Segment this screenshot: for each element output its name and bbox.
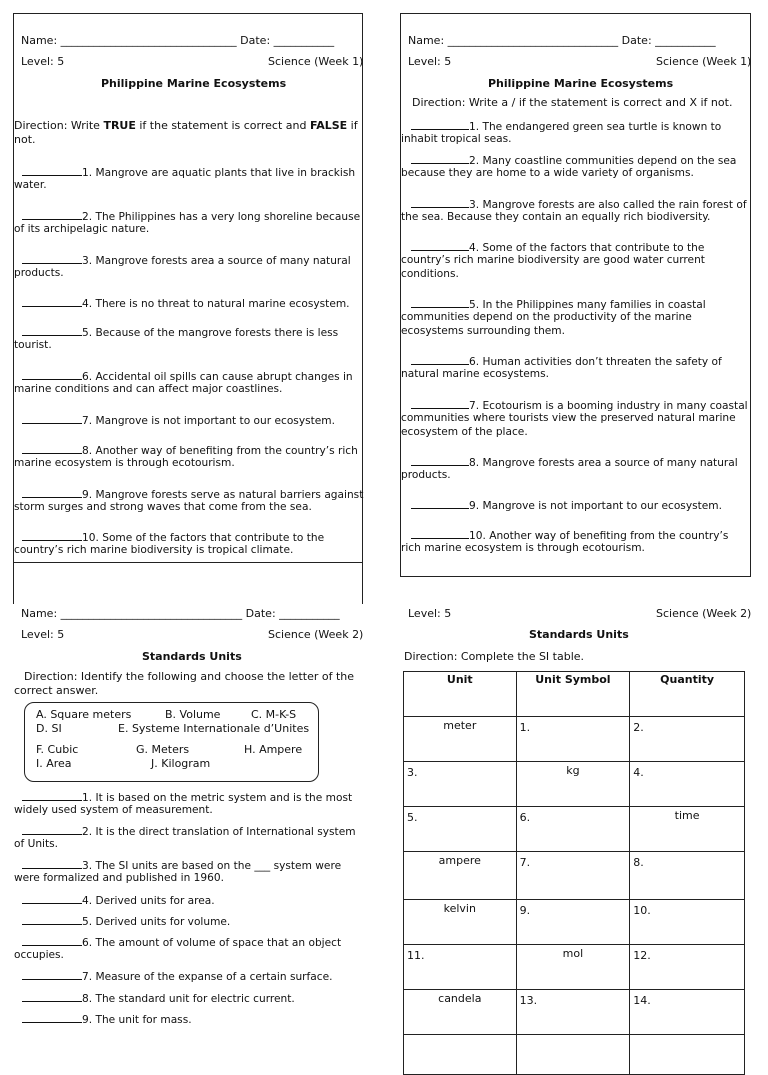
choice-b: B. Volume	[165, 708, 221, 721]
answer-blank[interactable]	[22, 412, 82, 424]
ws1-item	[14, 412, 335, 428]
ws2-item-text: 5. In the Philippines many families in coastal	[469, 299, 706, 311]
answer-blank[interactable]	[22, 823, 82, 835]
worksheet-1-bottom-rule	[13, 562, 363, 563]
si-answer-cell[interactable]: 12.	[630, 945, 745, 990]
answer-blank[interactable]	[22, 913, 82, 925]
ws2-title: Philippine Marine Ecosystems	[488, 77, 674, 90]
answer-blank[interactable]	[22, 789, 82, 801]
si-answer-cell[interactable]: 2.	[630, 717, 745, 762]
si-answer-cell[interactable]: 6.	[516, 807, 630, 852]
ws3-item	[14, 892, 215, 908]
si-table	[403, 671, 745, 1075]
ws3-level: Level: 5	[21, 628, 65, 641]
si-given-value: meter	[404, 717, 517, 762]
si-table-header: Unit Symbol	[516, 672, 630, 717]
ws2-item-cont: ecosystems surrounding them.	[401, 325, 565, 337]
ws2-item-cont: communities depend on the productivity of the marine	[401, 311, 692, 323]
ws3-item	[14, 823, 356, 839]
si-table-header: Quantity	[630, 672, 745, 717]
si-table-header-row	[404, 672, 745, 717]
si-given-value: ampere	[404, 852, 517, 900]
ws2-item-text: 3. Mangrove forests are also called the rain forest of	[469, 199, 747, 211]
ws1-item-cont: storm surges and strong waves that come from the sea.	[14, 501, 312, 513]
ws3-item-cont: occupies.	[14, 949, 64, 961]
answer-blank[interactable]	[22, 368, 82, 380]
ws2-item-cont: inhabit tropical seas.	[401, 133, 512, 145]
ws2-item-text: 8. Mangrove forests area a source of many natural	[469, 457, 738, 469]
si-given-value: time	[630, 807, 745, 852]
si-given-value: kg	[516, 762, 630, 807]
ws1-item-text: 5. Because of the mangrove forests there is less	[82, 327, 339, 339]
si-given-value: candela	[404, 990, 517, 1035]
ws2-item-cont: the sea. Because they contain an equally rich biodiversity.	[401, 211, 711, 223]
answer-blank[interactable]	[411, 527, 469, 539]
answer-blank[interactable]	[22, 990, 82, 1002]
ws3-item-text: 1. It is based on the metric system and is the most	[82, 792, 353, 804]
answer-blank[interactable]	[22, 208, 82, 220]
ws3-item-cont: of Units.	[14, 838, 59, 850]
ws4-level: Level: 5	[408, 607, 452, 620]
ws4-subject: Science (Week 2)	[656, 607, 752, 620]
answer-blank[interactable]	[22, 324, 82, 336]
si-table-row	[404, 900, 745, 945]
choice-h: H. Ampere	[244, 743, 303, 756]
ws3-item-text: 4. Derived units for area.	[82, 895, 215, 907]
ws1-item-cont: water.	[14, 179, 47, 191]
ws2-name-date: Name: _______________________________ Date: ___________	[408, 34, 716, 47]
ws2-item-text: 6. Human activities don’t threaten the safety of	[469, 356, 722, 368]
ws1-item-text: 3. Mangrove forests area a source of many natural	[82, 255, 351, 267]
ws1-item-text: 6. Accidental oil spills can cause abrupt changes in	[82, 371, 353, 383]
ws3-item-cont: widely used system of measurement.	[14, 804, 213, 816]
si-table-row	[404, 945, 745, 990]
ws1-item	[14, 164, 355, 180]
answer-blank[interactable]	[22, 1011, 82, 1023]
ws1-title: Philippine Marine Ecosystems	[101, 77, 287, 90]
answer-blank[interactable]	[411, 397, 469, 409]
ws2-item-text: 10. Another way of benefiting from the country’s	[469, 530, 729, 542]
answer-blank[interactable]	[411, 497, 469, 509]
ws1-item-cont: tourist.	[14, 339, 52, 351]
ws3-subject: Science (Week 2)	[268, 628, 364, 641]
choice-a: A. Square meters	[36, 708, 132, 721]
ws3-item-text: 3. The SI units are based on the ___ system were	[82, 860, 342, 872]
answer-blank[interactable]	[22, 486, 82, 498]
ws2-direction: Direction: Write a / if the statement is correct and X if not.	[412, 96, 733, 109]
ws3-item	[14, 968, 332, 984]
ws2-item-cont: ecosystem of the place.	[401, 426, 528, 438]
si-answer-cell[interactable]: 5.	[404, 807, 517, 852]
ws1-item-cont: marine ecosystem is through ecotourism.	[14, 457, 235, 469]
choice-j: J. Kilogram	[151, 757, 211, 770]
answer-blank[interactable]	[411, 118, 469, 130]
ws1-item	[14, 324, 338, 340]
si-table-row	[404, 1035, 745, 1075]
choice-d: D. SI	[36, 722, 62, 735]
ws2-item-text: 9. Mangrove is not important to our ecosystem.	[469, 500, 722, 512]
choice-f: F. Cubic	[36, 743, 79, 756]
answer-blank[interactable]	[411, 454, 469, 466]
choice-c: C. M-K-S	[251, 708, 297, 721]
ws1-name-date: Name: ________________________________ Date: ___________	[21, 34, 335, 47]
answer-blank[interactable]	[22, 295, 82, 307]
ws4-title: Standards Units	[529, 628, 629, 641]
answer-blank[interactable]	[411, 239, 469, 251]
si-table-row	[404, 717, 745, 762]
ws2-item-cont: products.	[401, 469, 451, 481]
ws1-item	[14, 295, 350, 311]
choice-e: E. Systeme Internationale d’Unites	[118, 722, 310, 735]
si-answer-cell[interactable]: 7.	[516, 852, 630, 900]
ws2-item-cont: country’s rich marine biodiversity are good water current	[401, 254, 705, 266]
answer-blank[interactable]	[411, 196, 469, 208]
ws2-item-cont: because they are home to a wide variety of organisms.	[401, 167, 694, 179]
ws2-item-cont: rich marine ecosystem is through ecotourism.	[401, 542, 645, 554]
answer-blank[interactable]	[22, 164, 82, 176]
ws3-item-text: 6. The amount of volume of space that an object	[82, 937, 342, 949]
ws3-item-text: 7. Measure of the expanse of a certain surface.	[82, 971, 333, 983]
si-answer-cell[interactable]: 4.	[630, 762, 745, 807]
ws3-name-date: Name: _________________________________ Date: ___________	[21, 607, 340, 620]
si-answer-cell[interactable]: 10.	[630, 900, 745, 945]
ws2-level: Level: 5	[408, 55, 452, 68]
ws3-title: Standards Units	[142, 650, 242, 663]
si-answer-cell[interactable]: 11.	[404, 945, 517, 990]
choice-i: I. Area	[36, 757, 72, 770]
si-given-value: mol	[516, 945, 630, 990]
ws1-item-text: 1. Mangrove are aquatic plants that live in brackish	[82, 167, 356, 179]
answer-blank[interactable]	[22, 857, 82, 869]
si-answer-cell[interactable]: 13.	[516, 990, 630, 1035]
answer-blank[interactable]	[22, 529, 82, 541]
ws1-level: Level: 5	[21, 55, 65, 68]
ws3-item-text: 2. It is the direct translation of International system	[82, 826, 356, 838]
ws2-subject: Science (Week 1)	[656, 55, 752, 68]
choice-g: G. Meters	[136, 743, 190, 756]
ws3-direction: Direction: Identify the following and choose the letter of the	[24, 670, 355, 683]
si-answer-cell[interactable]	[404, 1035, 517, 1075]
ws2-item-text: 4. Some of the factors that contribute to the	[469, 242, 705, 254]
ws1-item-text: 10. Some of the factors that contribute to the	[82, 532, 325, 544]
ws2-item	[401, 497, 722, 513]
ws2-item-cont: communities where tourists view the preserved natural marine	[401, 412, 736, 424]
ws1-item-cont: products.	[14, 267, 64, 279]
ws2-item-text: 1. The endangered green sea turtle is known to	[469, 121, 722, 133]
ws1-item-text: 8. Another way of benefiting from the country’s rich	[82, 445, 358, 457]
ws1-item-text: 4. There is no threat to natural marine ecosystem.	[82, 298, 350, 310]
si-table-row	[404, 852, 745, 900]
ws4-direction: Direction: Complete the SI table.	[404, 650, 585, 663]
ws1-item	[14, 252, 351, 268]
si-answer-cell[interactable]: 8.	[630, 852, 745, 900]
answer-blank[interactable]	[22, 892, 82, 904]
answer-blank[interactable]	[22, 442, 82, 454]
answer-blank[interactable]	[22, 968, 82, 980]
ws1-item-text: 7. Mangrove is not important to our ecosystem.	[82, 415, 335, 427]
ws2-item-cont: conditions.	[401, 268, 459, 280]
answer-blank[interactable]	[411, 353, 469, 365]
si-answer-cell[interactable]: 1.	[516, 717, 630, 762]
ws1-item-text: 9. Mangrove forests serve as natural barriers against	[82, 489, 364, 501]
ws1-item-text: 2. The Philippines has a very long shoreline because	[82, 211, 361, 223]
ws1-direction-cont: not.	[14, 133, 36, 146]
ws3-item	[14, 913, 230, 929]
ws3-item-text: 9. The unit for mass.	[82, 1014, 192, 1026]
si-table-row	[404, 762, 745, 807]
ws2-item-text: 7. Ecotourism is a booming industry in many coastal	[469, 400, 748, 412]
ws1-item-cont: of its archipelagic nature.	[14, 223, 150, 235]
si-answer-cell[interactable]: 3.	[404, 762, 517, 807]
si-table-header: Unit	[404, 672, 517, 717]
si-answer-cell[interactable]: 14.	[630, 990, 745, 1035]
ws1-item-cont: country’s rich marine biodiversity is tropical climate.	[14, 544, 294, 556]
answer-blank[interactable]	[411, 296, 469, 308]
ws1-item-cont: marine conditions and can affect major coastlines.	[14, 383, 283, 395]
ws2-item-cont: natural marine ecosystems.	[401, 368, 549, 380]
ws3-item	[14, 1011, 192, 1027]
ws3-direction-cont: correct answer.	[14, 684, 99, 697]
answer-blank[interactable]	[411, 152, 469, 164]
answer-blank[interactable]	[22, 934, 82, 946]
ws2-item-text: 2. Many coastline communities depend on the sea	[469, 155, 737, 167]
ws3-item	[14, 990, 295, 1006]
ws3-item-text: 5. Derived units for volume.	[82, 916, 231, 928]
si-answer-cell[interactable]: 9.	[516, 900, 630, 945]
si-table-row	[404, 807, 745, 852]
answer-blank[interactable]	[22, 252, 82, 264]
ws1-subject: Science (Week 1)	[268, 55, 364, 68]
si-given-value: kelvin	[404, 900, 517, 945]
si-answer-cell[interactable]	[516, 1035, 630, 1075]
si-answer-cell[interactable]	[630, 1035, 745, 1075]
ws1-direction: Direction: Write TRUE if the statement is correct and FALSE if	[14, 119, 358, 132]
si-table-row	[404, 990, 745, 1035]
ws3-item-text: 8. The standard unit for electric current.	[82, 993, 295, 1005]
ws3-item-cont: were formalized and published in 1960.	[14, 872, 224, 884]
ws2-item	[401, 454, 738, 470]
